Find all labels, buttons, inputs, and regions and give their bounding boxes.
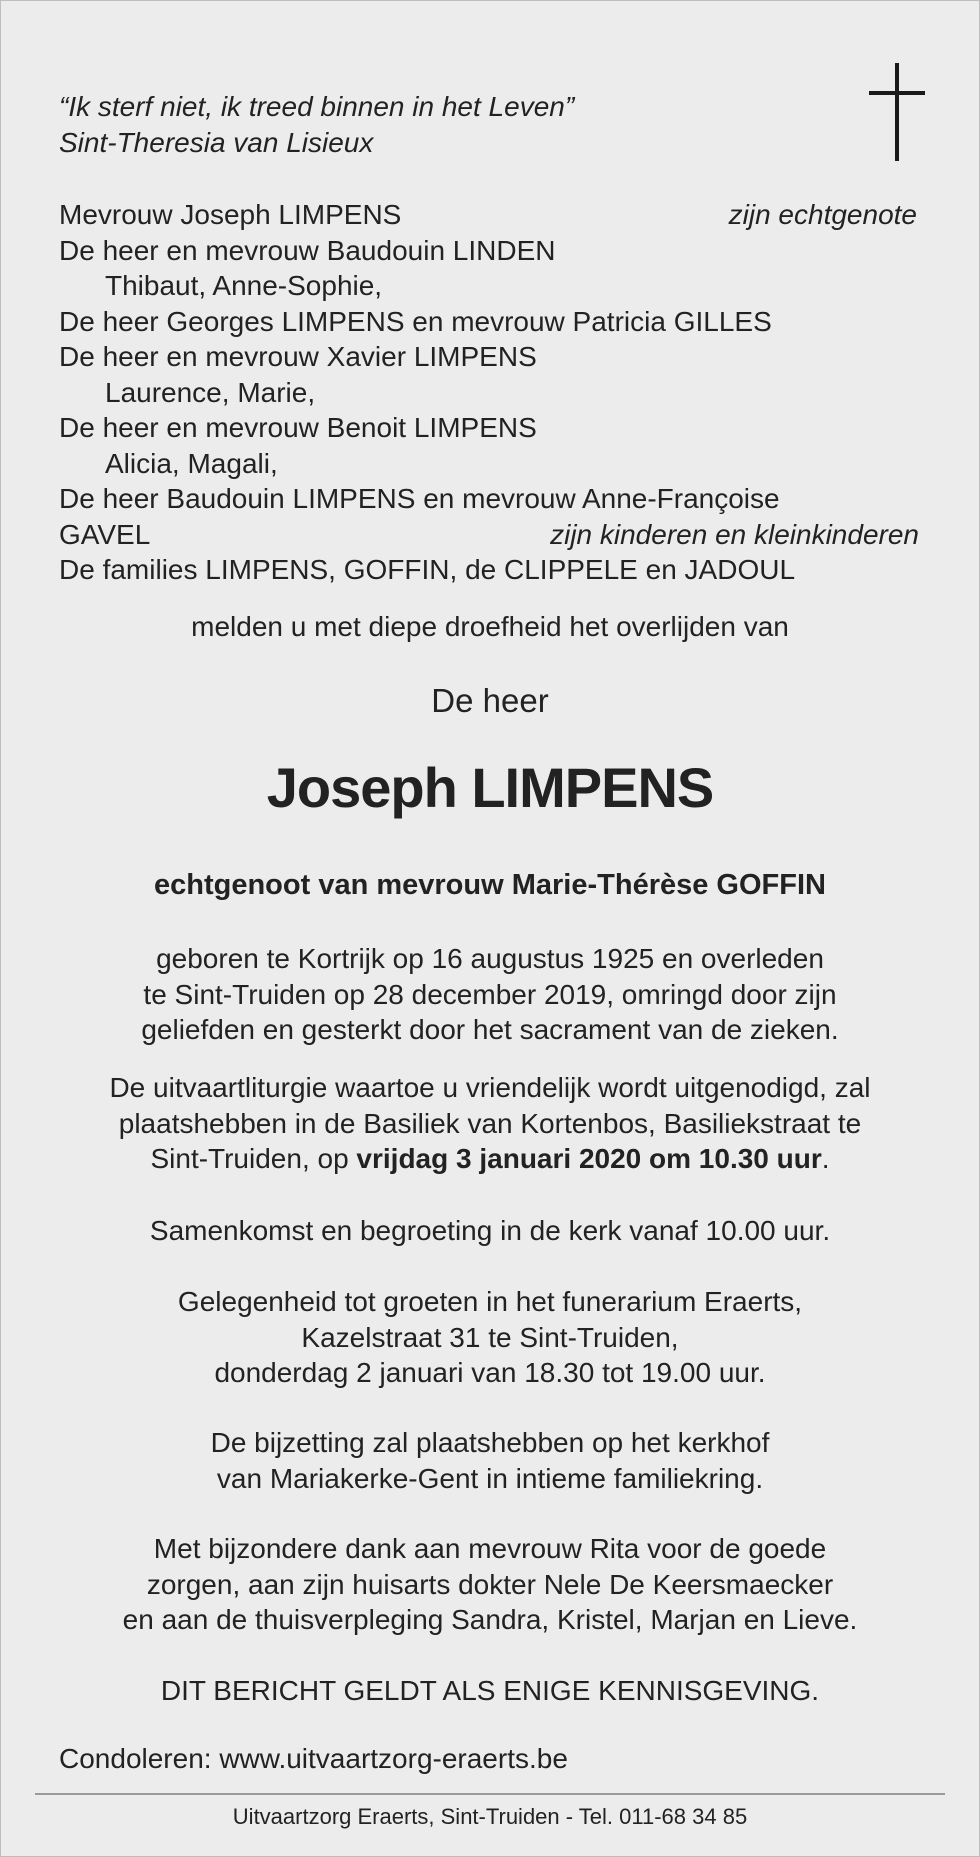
family-list	[59, 197, 917, 588]
family-row	[59, 375, 917, 411]
family-member: De heer en mevrouw Baudouin LINDEN	[59, 234, 556, 266]
funeral-line	[1, 1141, 979, 1177]
family-row	[59, 268, 917, 304]
thanks-line: zorgen, aan zijn huisarts dokter Nele De Keersmaecker	[146, 1568, 834, 1600]
family-member: Alicia, Magali,	[105, 447, 278, 479]
birth-line: geboren te Kortrijk op 16 augustus 1925 en overleden	[156, 943, 824, 974]
family-role: zijn kinderen en kleinkinderen	[550, 518, 919, 550]
family-row	[59, 304, 917, 340]
burial-line: van Mariakerke-Gent in intieme familiekring.	[216, 1462, 764, 1494]
greeting-line: Gelegenheid tot groeten in het funerarium Eraerts,	[177, 1286, 803, 1317]
family-member: Laurence, Marie,	[105, 376, 316, 408]
family-member: GAVEL	[59, 518, 151, 550]
meeting-line: Samenkomst en begroeting in de kerk vanaf 10.00 uur.	[149, 1215, 831, 1246]
funeral-line: De uitvaartliturgie waartoe u vriendelijk wordt uitgenodigd, zal	[109, 1072, 871, 1103]
spouse-line: echtgenoot van mevrouw Marie-Thérèse GOFFIN	[154, 869, 826, 901]
funeral-line: plaatshebben in de Basiliek van Kortenbos, Basiliekstraat te	[118, 1107, 862, 1139]
family-member: De heer Georges LIMPENS en mevrouw Patricia GILLES	[59, 305, 772, 337]
family-row	[59, 517, 917, 553]
quote-author: Sint-Theresia van Lisieux	[59, 127, 374, 158]
notice	[1, 1673, 979, 1709]
family-row	[59, 410, 917, 446]
funeral-date: vrijdag 3 januari 2020 om 10.30 uur	[356, 1143, 822, 1174]
family-row	[59, 339, 917, 375]
family-member: Mevrouw Joseph LIMPENS	[59, 199, 402, 230]
burial-line: De bijzetting zal plaatshebben op het kerkhof	[210, 1427, 770, 1458]
thanks	[1, 1531, 979, 1638]
thanks-line: en aan de thuisverpleging Sandra, Kristel, Marjan en Lieve.	[122, 1604, 858, 1635]
funeral-prefix: Sint-Truiden, op	[150, 1143, 357, 1174]
condolences-line: Condoleren: www.uitvaartzorg-eraerts.be	[59, 1743, 568, 1774]
greeting-line: Kazelstraat 31 te Sint-Truiden,	[301, 1321, 679, 1353]
funeral-details	[1, 1070, 979, 1177]
family-role: zijn echtgenote	[728, 199, 917, 230]
birth-details	[1, 941, 979, 1048]
cross-icon	[869, 63, 925, 161]
greeting-details	[1, 1284, 979, 1391]
birth-line: geliefden en gesterkt door het sacrament van de zieken.	[141, 1014, 839, 1045]
family-member: De heer en mevrouw Benoit LIMPENS	[59, 412, 537, 443]
family-member: De families LIMPENS, GOFFIN, de CLIPPELE en JADOUL	[59, 554, 796, 585]
thanks-line: Met bijzondere dank aan mevrouw Rita voor de goede	[153, 1533, 827, 1564]
family-row	[59, 197, 917, 233]
funeral-suffix: .	[821, 1143, 830, 1174]
family-member: Thibaut, Anne-Sophie,	[105, 270, 383, 301]
family-row	[59, 233, 917, 269]
family-row	[59, 552, 917, 588]
family-member: De heer en mevrouw Xavier LIMPENS	[59, 341, 537, 372]
quote-text: “Ik sterf niet, ik treed binnen in het Leven”	[59, 91, 575, 122]
birth-line: te Sint-Truiden op 28 december 2019, omringd door zijn	[143, 978, 837, 1010]
announcement: melden u met diepe droefheid het overlijden van	[191, 611, 789, 642]
family-row	[59, 481, 917, 517]
greeting-line: donderdag 2 januari van 18.30 tot 19.00 uur.	[214, 1357, 766, 1388]
divider	[35, 1793, 945, 1795]
quote	[59, 89, 574, 161]
honorific: De heer	[431, 682, 549, 719]
family-row	[59, 446, 917, 482]
meeting-details	[1, 1213, 979, 1249]
footer: Uitvaartzorg Eraerts, Sint-Truiden - Tel. 011-68 34 85	[232, 1804, 748, 1829]
deceased-name: Joseph LIMPENS	[266, 756, 714, 819]
family-member: De heer Baudouin LIMPENS en mevrouw Anne-Françoise	[59, 483, 780, 514]
burial-details	[1, 1425, 979, 1496]
notice-line: DIT BERICHT GELDT ALS ENIGE KENNISGEVING.	[160, 1675, 820, 1706]
